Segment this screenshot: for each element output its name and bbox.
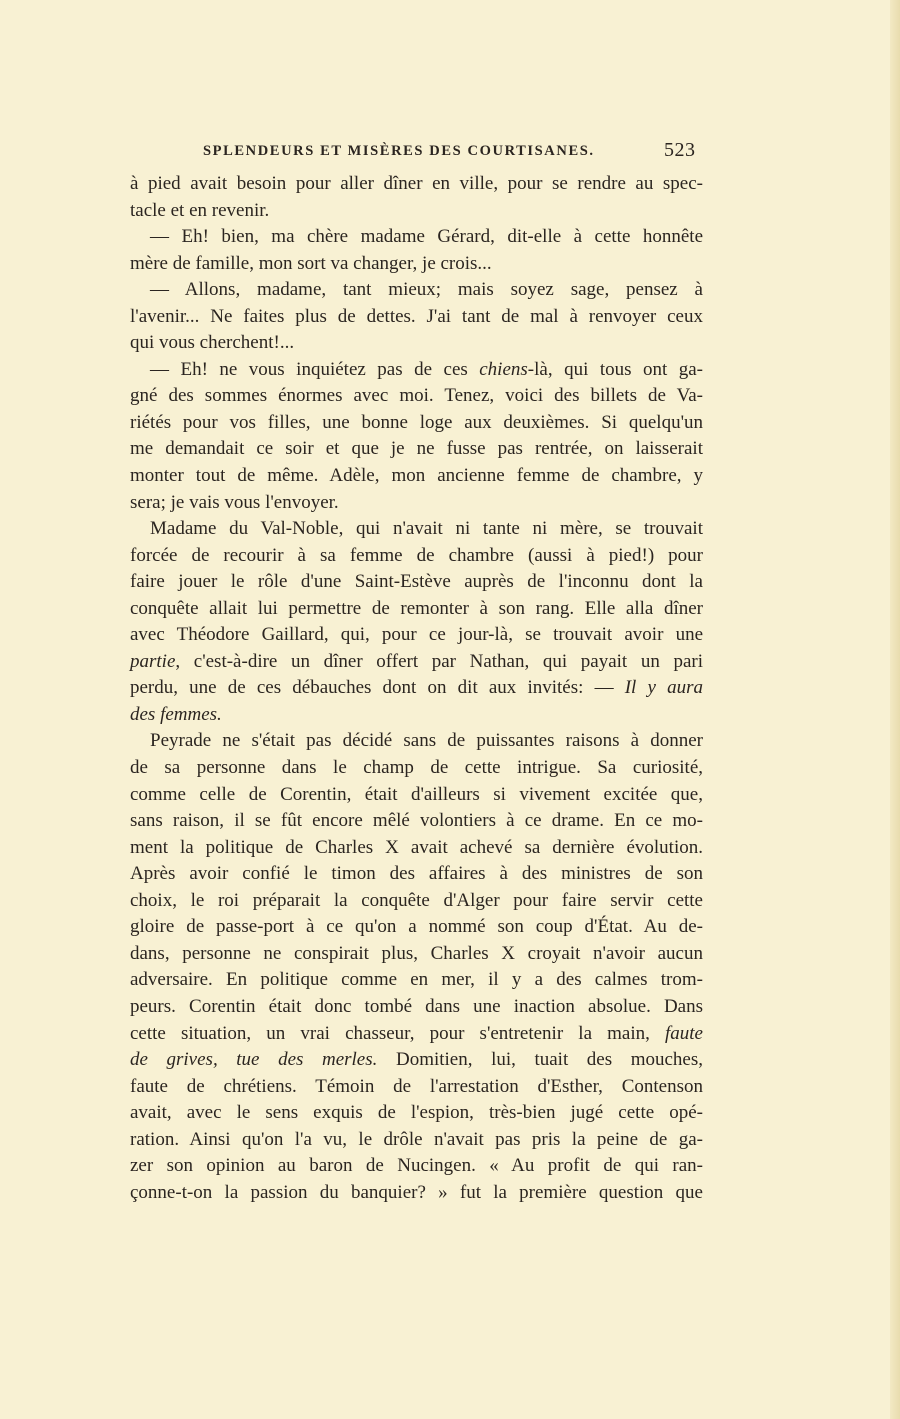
text-line [130,967,703,994]
text-line [130,1100,703,1127]
text-line [130,304,703,331]
text-segment: sans raison, il se fût encore mêlé volontiers à ce drame. En ce mo- [130,810,703,832]
text-line [130,1021,703,1048]
text-line [130,808,703,835]
text-segment: Madame du Val-Noble, qui n'avait ni tante ni mère, se trouvait [150,518,703,540]
text-segment: , c'est-à-dire un dîner offert par Nathan, qui payait un pari [175,650,703,672]
text-line [130,198,703,225]
text-segment: de sa personne dans le champ de cette intrigue. Sa curiosité, [130,757,703,779]
text-line [130,171,703,198]
text-segment: — Eh! ne vous inquiétez pas de ces [150,358,480,380]
text-segment: faire jouer le rôle d'une Saint-Estève auprès de l'inconnu dont la [130,571,703,593]
text-line [130,410,703,437]
page-number: 523 [664,139,696,161]
italic-text: faute [665,1022,703,1044]
text-segment: sera; je vais vous l'envoyer. [130,491,339,513]
text-segment: perdu, une de ces débauches dont on dit aux invités: — [130,677,625,699]
text-line [130,1180,703,1207]
text-segment: avait, avec le sens exquis de l'espion, très-bien jugé cette opé- [130,1102,703,1124]
text-segment: -là, qui tous ont ga- [527,358,703,380]
text-line [130,675,703,702]
text-line [130,596,703,623]
text-segment: l'avenir... Ne faites plus de dettes. J'ai tant de mal à renvoyer ceux [130,305,703,327]
italic-text: chiens [479,358,528,380]
text-segment: choix, le roi préparait la conquête d'Alger pour faire servir cette [130,889,703,911]
text-segment: peurs. Corentin était donc tombé dans une inaction absolue. Dans [130,995,703,1017]
text-line [130,357,703,384]
text-segment: me demandait ce soir et que je ne fusse pas rentrée, on laisserait [130,438,703,460]
text-segment: qui vous cherchent!... [130,332,295,354]
text-segment: comme celle de Corentin, était d'ailleurs si vivement excitée que, [130,783,703,805]
text-segment: Après avoir confié le timon des affaires à des ministres de son [130,863,703,885]
text-segment: ment la politique de Charles X avait achevé sa dernière évolution. [130,836,703,858]
text-segment: Peyrade ne s'était pas décidé sans de puissantes raisons à donner [150,730,703,752]
text-line [130,835,703,862]
page-edge [890,0,900,1419]
text-line [130,728,703,755]
text-line [130,516,703,543]
italic-text: partie [130,650,176,672]
text-line [130,1153,703,1180]
text-segment: tacle et en revenir. [130,199,270,221]
text-line [130,914,703,941]
text-segment: dans, personne ne conspirait plus, Charles X croyait n'avoir aucun [130,942,703,964]
text-segment: çonne-t-on la passion du banquier? » fut la première question que [130,1181,703,1203]
text-segment: adversaire. En politique comme en mer, il y a des calmes trom- [130,969,703,991]
text-segment: mère de famille, mon sort va changer, je crois... [130,252,492,274]
text-line [130,277,703,304]
text-line [130,994,703,1021]
text-line [130,888,703,915]
text-segment: riétés pour vos filles, une bonne loge aux deuxièmes. Si quelqu'un [130,411,703,433]
text-line [130,1074,703,1101]
text-segment: zer son opinion au baron de Nucingen. « Au profit de qui ran- [130,1155,703,1177]
text-line [130,383,703,410]
text-line [130,1047,703,1074]
italic-text: de grives, tue des merles. [130,1049,378,1071]
text-segment: — Allons, madame, tant mieux; mais soyez sage, pensez à [150,279,703,301]
text-segment: gloire de passe-port à ce qu'on a nommé son coup d'État. Au de- [130,916,703,938]
text-line [130,543,703,570]
text-line [130,861,703,888]
text-line [130,1127,703,1154]
italic-text: des femmes. [130,703,222,725]
text-line [130,463,703,490]
text-line [130,569,703,596]
text-line [130,622,703,649]
text-segment: cette situation, un vrai chasseur, pour s'entretenir la main, [130,1022,665,1044]
body-text [130,171,703,1206]
text-line [130,702,703,729]
text-line [130,436,703,463]
text-line [130,941,703,968]
text-segment: avec Théodore Gaillard, qui, pour ce jour-là, se trouvait avoir une [130,624,703,646]
text-line [130,755,703,782]
text-line [130,251,703,278]
text-segment: conquête allait lui permettre de remonter à son rang. Elle alla dîner [130,597,703,619]
text-segment: — Eh! bien, ma chère madame Gérard, dit-elle à cette honnête [150,226,703,248]
text-segment: Domitien, lui, tuait des mouches, [377,1049,704,1071]
running-title: SPLENDEURS ET MISÈRES DES COURTISANES. [203,143,595,159]
text-line [130,490,703,517]
text-segment: monter tout de même. Adèle, mon ancienne femme de chambre, y [130,465,703,487]
text-line [130,330,703,357]
text-segment: à pied avait besoin pour aller dîner en ville, pour se rendre au spec- [130,173,703,194]
text-line [130,649,703,676]
text-segment: gné des sommes énormes avec moi. Tenez, voici des billets de Va- [130,385,703,407]
text-segment: ration. Ainsi qu'on l'a vu, le drôle n'avait pas pris la peine de ga- [130,1128,703,1150]
italic-text: Il y aura [624,677,703,699]
text-segment: faute de chrétiens. Témoin de l'arrestation d'Esther, Contenson [130,1075,703,1097]
text-line [130,782,703,809]
text-segment: forcée de recourir à sa femme de chambre (aussi à pied!) pour [130,544,703,566]
text-line [130,224,703,251]
